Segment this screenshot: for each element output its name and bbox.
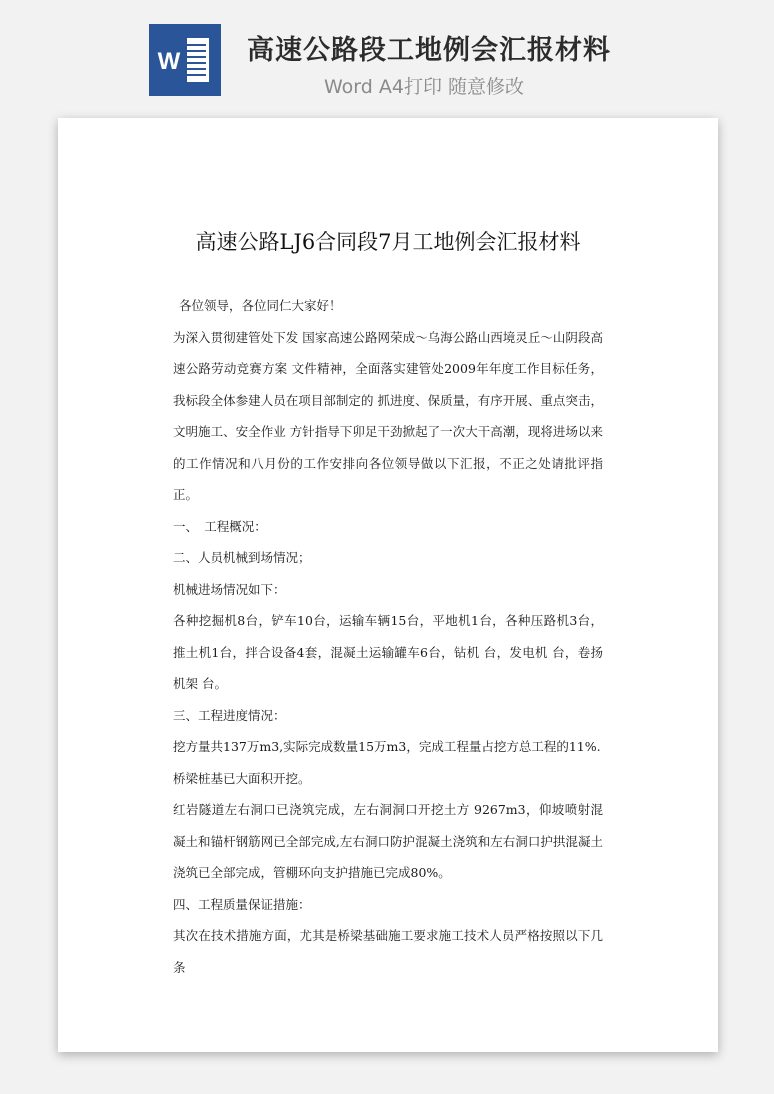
- paragraph: 各种挖掘机8台，铲车10台，运输车辆15台，平地机1台，各种压路机3台，推土机1台，拌合设备4套，混凝土运输罐车6台，钻机 台，发电机 台，卷扬机架 台。: [173, 613, 603, 691]
- word-icon: [149, 24, 221, 96]
- paragraph: 桥梁桩基已大面积开挖。: [173, 770, 311, 786]
- header-title: 高速公路段工地例会汇报材料: [247, 35, 611, 66]
- paragraph: 为深入贯彻建管处下发 国家高速公路网荣成～乌海公路山西境灵丘～山阴段高速公路劳动竞赛方案 文件精神，全面落实建管处2009年年度工作目标任务，我标段全体参建人员在项目部制定的 抓进度、保质量，有序开展、重点突击，文明施工、安全作业 方针指导下卯足干劲掀起了一次大干高潮，现将进场以来的工作情况和八月份的工作安排向各位领导做以下汇报，不正之处请批评指正。: [173, 329, 603, 502]
- paragraph: 各位领导，各位同仁大家好！: [179, 298, 342, 313]
- paragraph: 机械进场情况如下：: [173, 581, 286, 597]
- paragraph: 红岩隧道左右洞口已浇筑完成，左右洞洞口开挖土方 9267m3，仰坡喷射混凝土和锚杆钢筋网已全部完成,左右洞口防护混凝土浇筑和左右洞口护拱混凝土浇筑已全部完成，管棚环向支护措施已完成80%。: [173, 802, 603, 880]
- document-title: 高速公路LJ6合同段7月工地例会汇报材料: [195, 230, 581, 254]
- paragraph: 挖方量共137万m3,实际完成数量15万m3，完成工程量占挖方总工程的11%.: [173, 739, 601, 754]
- watermark: [91, 444, 127, 482]
- document-page: [58, 118, 718, 1052]
- header-subtitle: Word A4打印 随意修改: [324, 76, 525, 98]
- paragraph: 一、 工程概况：: [173, 518, 267, 534]
- paragraph: 四、工程质量保证措施：: [173, 896, 311, 912]
- document-body: [173, 290, 603, 983]
- paragraph: 其次在技术措施方面，尤其是桥梁基础施工要求施工技术人员严格按照以下几条: [173, 928, 603, 975]
- header: [0, 0, 774, 118]
- paragraph: 三、工程进度情况：: [173, 707, 286, 723]
- svg-text:W: W: [157, 48, 181, 75]
- paragraph: 二、人员机械到场情况；: [173, 550, 311, 565]
